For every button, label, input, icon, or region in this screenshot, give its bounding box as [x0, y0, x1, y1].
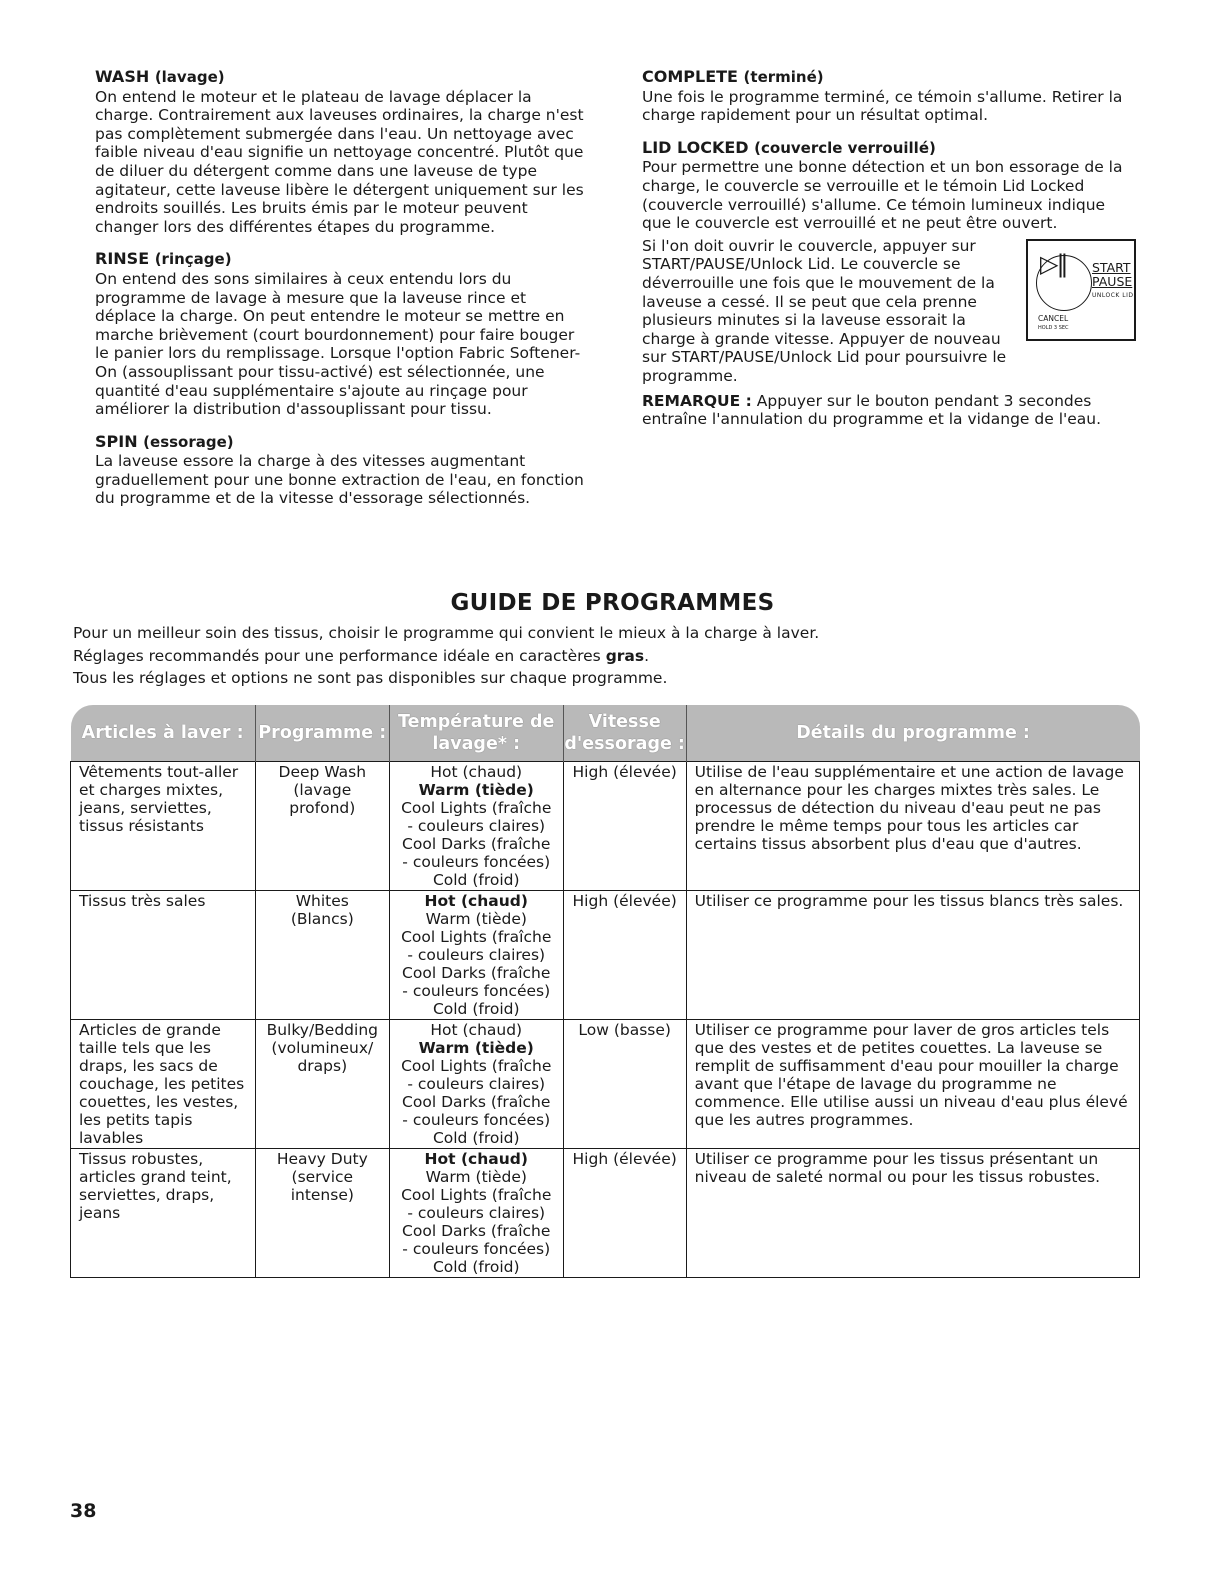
cell-details: Utiliser ce programme pour laver de gros articles tels que des vestes et de petites couettes. La laveuse se remplit de suffisamment d'eau pour mouiller la charge avant que l'étape de lavage du programme ne commence. Elle utilise aussi un niveau d'eau plus élevé que les autres programmes.: [686, 1020, 1139, 1149]
cell-programme: Whites (Blancs): [255, 891, 389, 1020]
right-column: [642, 68, 1132, 429]
cell-temperature: Hot (chaud) Warm (tiède) Cool Lights (fraîche - couleurs claires) Cool Darks (fraîche - couleurs foncées) Cold (froid): [389, 762, 563, 891]
cell-temperature: Hot (chaud) Warm (tiède) Cool Lights (fraîche - couleurs claires) Cool Darks (fraîche - couleurs foncées) Cold (froid): [389, 1149, 563, 1278]
header-temperature: Température de lavage* :: [389, 705, 563, 762]
wash-section: [95, 68, 590, 236]
table-row: [71, 891, 1140, 1020]
spin-section: [95, 433, 590, 508]
cell-programme: Bulky/Bedding (volumineux/ draps): [255, 1020, 389, 1149]
wash-text: On entend le moteur et le plateau de lavage déplacer la charge. Contrairement aux laveuses ordinaires, la charge n'est pas complètement submergée dans l'eau. Un nettoyage avec faible niveau d'eau signifie un nettoyage concentré. Plutôt que de diluer du détergent comme dans une laveuse de type agitateur, cette laveuse libère le détergent uniquement sur les endroits souillés. Les bruits émis par le moteur peuvent changer lors des différentes étapes du programme.: [95, 87, 584, 236]
intro-line-1: Pour un meilleur soin des tissus, choisir le programme qui convient le mieux à la charge à laver.: [73, 624, 820, 642]
cell-articles: Articles de grande taille tels que les draps, les sacs de couchage, les petites couettes, les vestes, les petits tapis lavables: [71, 1020, 256, 1149]
lid-locked-text: Pour permettre une bonne détection et un bon essorage de la charge, le couvercle se verrouille et le témoin Lid Locked (couvercle verrouillé) s'allume. Ce témoin lumineux indique que le couvercle est verrouillé et ne peut être ouvert.: [642, 158, 1123, 233]
header-details: Détails du programme :: [686, 705, 1139, 762]
table-header-row: [71, 705, 1140, 762]
cell-temperature: Hot (chaud) Warm (tiède) Cool Lights (fraîche - couleurs claires) Cool Darks (fraîche - couleurs foncées) Cold (froid): [389, 891, 563, 1020]
cell-programme: Heavy Duty (service intense): [255, 1149, 389, 1278]
start-pause-button-illustration: [1026, 239, 1136, 341]
program-guide-table: [70, 705, 1140, 1278]
cell-spin: High (élevée): [563, 762, 686, 891]
table-row: [71, 762, 1140, 891]
guide-intro: [73, 622, 819, 690]
cell-details: Utiliser ce programme pour les tissus présentant un niveau de saleté normal ou pour les tissus robustes.: [686, 1149, 1139, 1278]
header-programme: Programme :: [255, 705, 389, 762]
lid-unlock-block: [642, 237, 1132, 386]
cell-programme: Deep Wash (lavage profond): [255, 762, 389, 891]
cancel-label: CANCEL HOLD 3 SEC: [1038, 313, 1069, 331]
lid-unlock-text: Si l'on doit ouvrir le couvercle, appuyer sur START/PAUSE/Unlock Lid. Le couvercle se déverrouille une fois que le mouvement de la laveuse a cessé. Il se peut que cela prenne plusieurs minutes si la laveuse essorait la charge à grande vitesse. Appuyer de nouveau sur START/PAUSE/Unlock Lid pour poursuivre le programme.: [642, 236, 1007, 385]
cell-articles: Vêtements tout-aller et charges mixtes, jeans, serviettes, tissus résistants: [71, 762, 256, 891]
intro-line-2: Réglages recommandés pour une performance idéale en caractères gras.: [73, 646, 650, 665]
rinse-heading: RINSE (rinçage): [95, 249, 232, 269]
left-column: [95, 68, 590, 522]
complete-heading: COMPLETE (terminé): [642, 67, 824, 86]
table-row: [71, 1149, 1140, 1278]
table-row: [71, 1020, 1140, 1149]
cell-articles: Tissus très sales: [71, 891, 256, 1020]
rinse-text: On entend des sons similaires à ceux entendu lors du programme de lavage à mesure que la laveuse rince et déplace la charge. On peut entendre le moteur se mettre en marche brièvement (court bourdonnement) pour faire bouger le panier lors du remplissage. Lorsque l'option Fabric Softener-On (assouplissant pour tissu-activé) est sélectionnée, une quantité d'eau supplémentaire s'ajoute au rinçage pour améliorer la distribution d'assouplissant pour tissu.: [95, 269, 581, 419]
lid-locked-heading: LID LOCKED (couvercle verrouillé): [642, 137, 936, 157]
intro-line-3: Tous les réglages et options ne sont pas disponibles sur chaque programme.: [73, 669, 668, 688]
cell-spin: High (élevée): [563, 891, 686, 1020]
wash-heading: WASH (lavage): [95, 67, 225, 86]
cell-spin: Low (basse): [563, 1020, 686, 1149]
complete-text: Une fois le programme terminé, ce témoin s'allume. Retirer la charge rapidement pour un résultat optimal.: [642, 87, 1123, 125]
cell-spin: High (élevée): [563, 1149, 686, 1278]
cell-details: Utilise de l'eau supplémentaire et une action de lavage en alternance pour les charges mixtes très sales. Le processus de détection du niveau d'eau peut ne pas prendre le même temps pour tous les articles car certains tissus absorbent plus d'eau que d'autres.: [686, 762, 1139, 891]
rinse-section: [95, 250, 590, 418]
header-articles: Articles à laver :: [71, 705, 256, 762]
page-number: 38: [70, 1500, 97, 1522]
header-spin: Vitesse d'essorage :: [563, 705, 686, 762]
complete-section: [642, 68, 1132, 125]
start-pause-label: START PAUSE UNLOCK LID: [1092, 259, 1134, 299]
spin-text: La laveuse essore la charge à des vitesses augmentant graduellement pour une bonne extraction de l'eau, en fonction du programme et de la vitesse d'essorage sélectionnés.: [95, 452, 584, 508]
lid-locked-section: [642, 139, 1132, 429]
cell-details: Utiliser ce programme pour les tissus blancs très sales.: [686, 891, 1139, 1020]
cell-temperature: Hot (chaud) Warm (tiède) Cool Lights (fraîche - couleurs claires) Cool Darks (fraîche - couleurs foncées) Cold (froid): [389, 1020, 563, 1149]
spin-heading: SPIN (essorage): [95, 431, 234, 451]
play-pause-icon: ▷‖: [1040, 249, 1067, 278]
cell-articles: Tissus robustes, articles grand teint, serviettes, draps, jeans: [71, 1149, 256, 1278]
guide-title: GUIDE DE PROGRAMMES: [450, 590, 775, 616]
note: REMARQUE : Appuyer sur le bouton pendant 3 secondes entraîne l'annulation du programme et la vidange de l'eau.: [642, 391, 1102, 429]
